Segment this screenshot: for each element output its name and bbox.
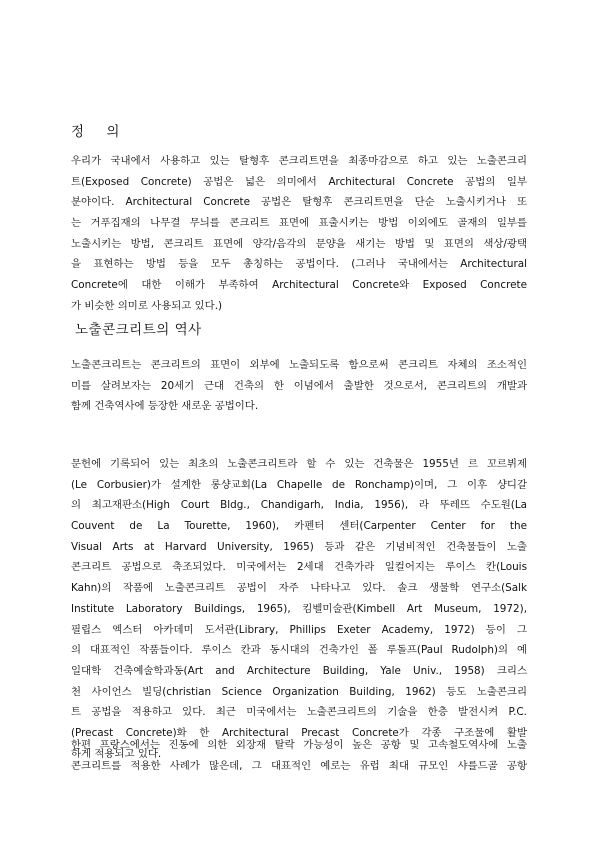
text-line: (Precast Concrete)화 한 Architectural Precast Concrete가 각종 구조물에 활발: [71, 726, 527, 739]
text-line: 분야이다. Architectural Concrete 공법은 탈형후 콘크리트면을 단순 노출시키거나 또: [71, 196, 527, 209]
text-line: 노출콘크리트는 콘크리트의 표면이 외부에 노출되도록 함으로써 콘크리트 자체의 조소적인: [71, 359, 527, 371]
text-line: 는 거푸집재의 나무결 무늬를 콘크리트 표면에 표출시키는 방법 이외에도 골재의 일부를: [71, 217, 527, 230]
text-line: 콘크리트 공법으로 축조되었다. 미국에서는 2세대 건축가라 일컬어지는 루이스 칸(Louis: [71, 561, 527, 574]
text-line: 노출시키는 방법, 콘크리트 표면에 양각/음각의 문양을 새기는 방법 및 표면의 색상/광택: [71, 237, 527, 250]
text-line: 콘크리트를 적용한 사례가 많은데, 그 대표적인 예로는 유럽 최대 규모인 샤를드골 공항: [71, 759, 527, 772]
text-line: 의 최고재판소(High Court Bldg., Chandigarh, India, 1956), 라 뚜레뜨 수도원(La: [71, 499, 527, 512]
definition-heading: 정 의: [71, 124, 129, 140]
text-line: 가 비슷한 의미로 사용되고 있다.): [71, 299, 223, 312]
text-line: 트 공법을 적용하고 있다. 최근 미국에서는 노출콘크리트의 기술을 한층 발전시켜 P.C.: [71, 706, 527, 719]
definition-paragraph: [71, 151, 527, 317]
text-line: 우리가 국내에서 사용하고 있는 탈형후 콘크리트면을 최종마감으로 하고 있는 노출콘크리: [71, 155, 527, 167]
text-line: Kahn)의 작품에 노출콘크리트 공법이 자주 나타나고 있다. 솔크 생물학 연구소(Salk: [71, 582, 527, 595]
text-line: (Le Corbusier)가 설계한 롱샹교회(La Chapelle de Ronchamp)이며, 그 이후 샹디갈: [71, 478, 527, 491]
text-line: 을 표현하는 방법 등을 모두 총칭하는 공법이다. (그러나 국내에서는 Architectural: [71, 258, 527, 271]
text-line: Institute Laboratory Buildings, 1965), 킴벨미술관(Kimbell Art Museum, 1972),: [71, 602, 527, 615]
text-line: 하게 적용되고 있다.: [71, 747, 162, 760]
history-works-paragraph: [71, 454, 527, 764]
text-line: 천 사이언스 빌딩(christian Science Organization Building, 1962) 등도 노출콘크리: [71, 685, 527, 698]
history-intro-paragraph: [71, 355, 527, 417]
text-line: 함께 건축역사에 등장한 새로운 공법이다.: [71, 400, 259, 413]
text-line: Concrete에 대한 이해가 부족하여 Architectural Concrete와 Exposed Concrete: [71, 279, 527, 292]
history-heading: 노출콘크리트의 역사: [75, 322, 202, 338]
text-line: 일대학 건축예술학과동(Art and Architecture Building, Yale Univ., 1958) 크리스: [71, 664, 527, 677]
text-line: 의 대표적인 작품들이다. 루이스 칸과 동시대의 건축가인 폴 루돌프(Paul Rudolph)의 예: [71, 644, 527, 657]
text-line: 트(Exposed Concrete) 공법은 넓은 의미에서 Architectural Concrete 공법의 일부: [71, 175, 527, 188]
history-france-paragraph: [71, 735, 527, 776]
text-line: 문헌에 기록되어 있는 최초의 노출콘크리트라 할 수 있는 건축물은 1955년 르 꼬르뷔제: [71, 458, 527, 470]
text-line: 필립스 엑스터 아카데미 도서관(Library, Phillips Exeter Academy, 1972) 등이 그: [71, 623, 527, 636]
text-line: 한편 프랑스에서는 진동에 의한 외장재 탈락 가능성이 높은 공항 및 고속철도역사에 노출: [71, 739, 527, 751]
text-line: Couvent de La Tourette, 1960), 카펜터 센터(Carpenter Center for the: [71, 520, 527, 533]
text-line: 미를 살려보자는 20세기 근대 건축의 한 이념에서 출발한 것으로서, 콘크리트의 개발과: [71, 379, 527, 392]
text-line: Visual Arts at Harvard University, 1965) 등과 같은 기념비적인 건축물들이 노출: [71, 540, 527, 553]
